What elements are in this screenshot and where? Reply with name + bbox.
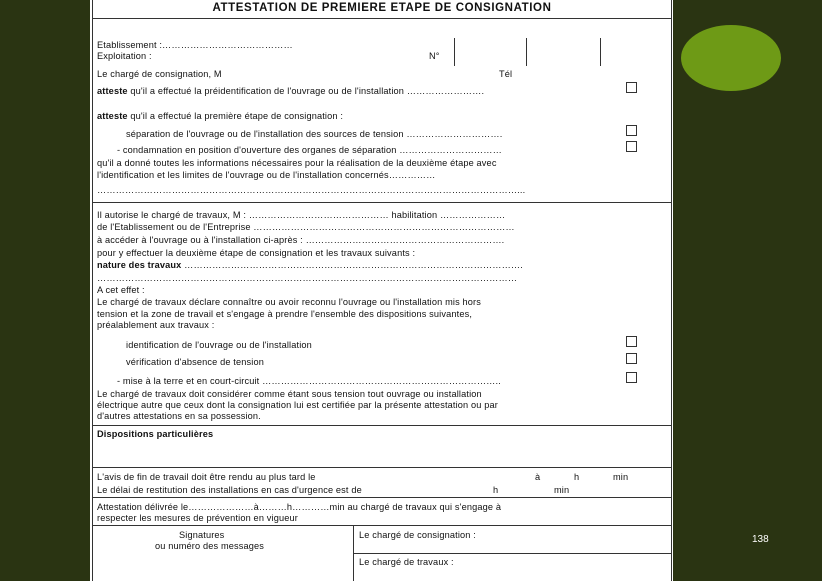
section1-dots: ………………………………………………………………………………………………………………………... bbox=[97, 185, 526, 195]
section2-dots: ……………………………………………………………………………………………………………………… bbox=[97, 273, 518, 283]
informations-line-2: l'identification et les limites de l'ouvrage ou de l'installation concernés…………… bbox=[97, 170, 436, 180]
messages-label: ou numéro des messages bbox=[155, 541, 265, 551]
atteste-premiere-etape: atteste qu'il a effectué la première étape de consignation : bbox=[97, 111, 344, 121]
exploitation-field: Exploitation : bbox=[97, 51, 152, 61]
avis-a-label: à bbox=[535, 472, 541, 482]
charge-consignation-field: Le chargé de consignation, M bbox=[97, 69, 222, 79]
declare-line-1: Le chargé de travaux déclare connaître ou avoir reconnu l'ouvrage ou l'installation mis hors bbox=[97, 297, 482, 307]
signature-row-divider bbox=[353, 553, 671, 554]
title-divider bbox=[93, 18, 671, 19]
effectuer-line: pour y effectuer la deuxième étape de consignation et les travaux suivants : bbox=[97, 248, 416, 258]
delai-min-label: min bbox=[554, 485, 570, 495]
declare-line-3: préalablement aux travaux : bbox=[97, 320, 215, 330]
numero-box-mid2 bbox=[600, 38, 601, 66]
considerer-line-2: électrique autre que ceux dont la consignation lui est certifiée par la présente attestation ou par bbox=[97, 400, 498, 410]
avis-fin-travail: L'avis de fin de travail doit être rendu au plus tard le bbox=[97, 472, 316, 482]
signatures-label: Signatures bbox=[179, 530, 225, 540]
attestation-delivree-1: Attestation délivrée le…………………à………h…………min au chargé de travaux qui s'engage à bbox=[97, 502, 502, 512]
signature-consignation: Le chargé de consignation : bbox=[359, 530, 476, 540]
acceder-line: à accéder à l'ouvrage ou à l'installation ci-après : ………………………………………………………. bbox=[97, 235, 505, 245]
mise-terre-line: - mise à la terre et en court-circuit ………………………………………………………………….. bbox=[117, 376, 501, 386]
page-number: 138 bbox=[752, 534, 769, 545]
avis-h-label: h bbox=[574, 472, 580, 482]
checkbox-verification[interactable] bbox=[626, 353, 637, 364]
effet-label: A cet effet : bbox=[97, 285, 145, 295]
verification-line: vérification d'absence de tension bbox=[126, 357, 264, 367]
dispositions-label: Dispositions particulières bbox=[97, 429, 214, 439]
checkbox-condamnation[interactable] bbox=[626, 141, 637, 152]
delai-h-label: h bbox=[493, 485, 499, 495]
left-background-band bbox=[0, 0, 90, 581]
delai-restitution: Le délai de restitution des installations en cas d'urgence est de bbox=[97, 485, 362, 495]
numero-box-left bbox=[454, 38, 455, 66]
identification-line: identification de l'ouvrage ou de l'installation bbox=[126, 340, 312, 350]
etablissement-field: Etablissement :…………………………………… bbox=[97, 40, 293, 50]
green-circle-decoration bbox=[681, 25, 781, 91]
section2-divider bbox=[93, 425, 671, 426]
attestation-form bbox=[92, 0, 672, 581]
informations-line-1: qu'il a donné toutes les informations nécessaires pour la réalisation de la deuxième étape avec bbox=[97, 158, 497, 168]
checkbox-preidentification[interactable] bbox=[626, 82, 637, 93]
section1-divider bbox=[93, 202, 671, 203]
avis-min-label: min bbox=[613, 472, 629, 482]
checkbox-separation[interactable] bbox=[626, 125, 637, 136]
entreprise-line: de l'Etablissement ou de l'Entreprise ………………………………………………………………………… bbox=[97, 222, 515, 232]
nature-travaux-line: nature des travaux ………………………………………………………………………………………………. bbox=[97, 260, 523, 270]
separation-line: séparation de l'ouvrage ou de l'installation des sources de tension …………………………. bbox=[126, 129, 503, 139]
signature-travaux: Le chargé de travaux : bbox=[359, 557, 454, 567]
attestation-divider bbox=[93, 525, 671, 526]
tel-field: Tél bbox=[499, 69, 513, 79]
attestation-delivree-2: respecter les mesures de prévention en vigueur bbox=[97, 513, 298, 523]
numero-label: N° bbox=[429, 51, 440, 61]
declare-line-2: tension et la zone de travail et s'engage à prendre l'ensemble des dispositions suivantes, bbox=[97, 309, 473, 319]
checkbox-identification[interactable] bbox=[626, 336, 637, 347]
numero-box-mid1 bbox=[526, 38, 527, 66]
condamnation-line: - condamnation en position d'ouverture des organes de séparation …………………………… bbox=[117, 145, 502, 155]
document-page bbox=[90, 0, 673, 581]
form-title: ATTESTATION DE PREMIERE ETAPE DE CONSIGNATION bbox=[212, 2, 552, 14]
fin-travail-divider bbox=[93, 497, 671, 498]
considerer-line-1: Le chargé de travaux doit considérer comme étant sous tension tout ouvrage ou installation bbox=[97, 389, 482, 399]
autorise-line: Il autorise le chargé de travaux, M : ……………………………………… habilitation ………………… bbox=[97, 210, 506, 220]
considerer-line-3: d'autres attestations en sa possession. bbox=[97, 411, 261, 421]
atteste-preidentification: atteste qu'il a effectué la préidentification de l'ouvrage ou de l'installation ……………………. bbox=[97, 86, 485, 96]
checkbox-mise-terre[interactable] bbox=[626, 372, 637, 383]
dispositions-divider bbox=[93, 467, 671, 468]
